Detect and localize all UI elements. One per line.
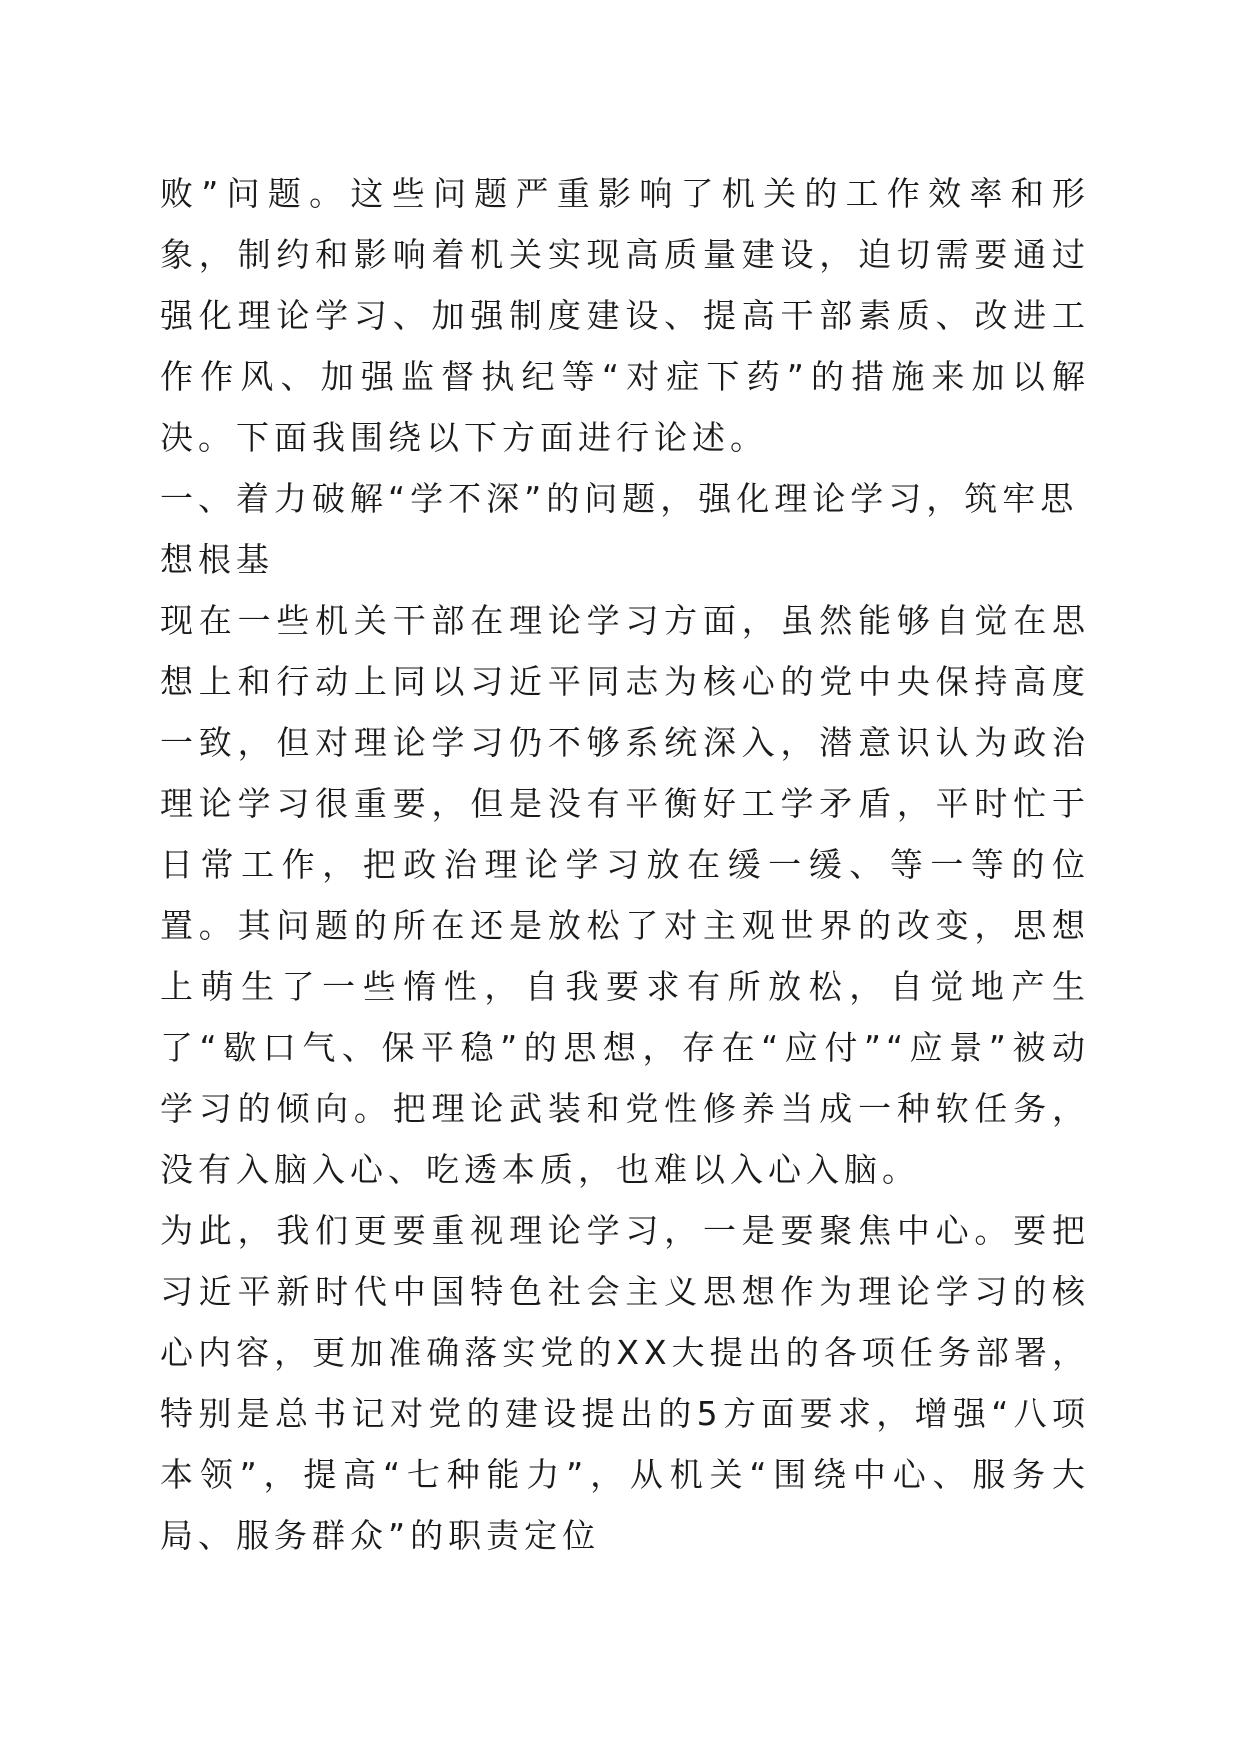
body-paragraph: 败”问题。这些问题严重影响了机关的工作效率和形象，制约和影响着机关实现高质量建设，迫切需要通过强化理论学习、加强制度建设、提高干部素质、改进工作作风、加强监督执纪等“对症下药”的措施来加以解决。下面我围绕以下方面进行论述。: [160, 174, 1090, 457]
body-paragraph: 现在一些机关干部在理论学习方面，虽然能够自觉在思想上和行动上同以习近平同志为核心的党中央保持高度一致，但对理论学习仍不够系统深入，潜意识认为政治理论学习很重要，但是没有平衡好工学矛盾，平时忙于日常工作，把政治理论学习放在缓一缓、等一等的位置。其问题的所在还是放松了对主观世界的改变，思想上萌生了一些惰性，自我要求有所放松，自觉地产生了“歇口气、保平稳”的思想，存在“应付”“应景”被动学习的倾向。把理论武装和党性修养当成一种软任务，没有入脑入心、吃透本质，也难以入心入脑。: [160, 601, 1090, 1189]
section-heading: 一、着力破解“学不深”的问题，强化理论学习，筑牢思想根基: [160, 479, 1079, 579]
body-paragraph: 为此，我们更要重视理论学习，一是要聚焦中心。要把习近平新时代中国特色社会主义思想作为理论学习的核心内容，更加准确落实党的XX大提出的各项任务部署，特别是总书记对党的建设提出的5方面要求，增强“八项本领”，提高“七种能力”，从机关“围绕中心、服务大局、服务群众”的职责定位: [160, 1211, 1090, 1555]
document-page: [160, 163, 1090, 1566]
